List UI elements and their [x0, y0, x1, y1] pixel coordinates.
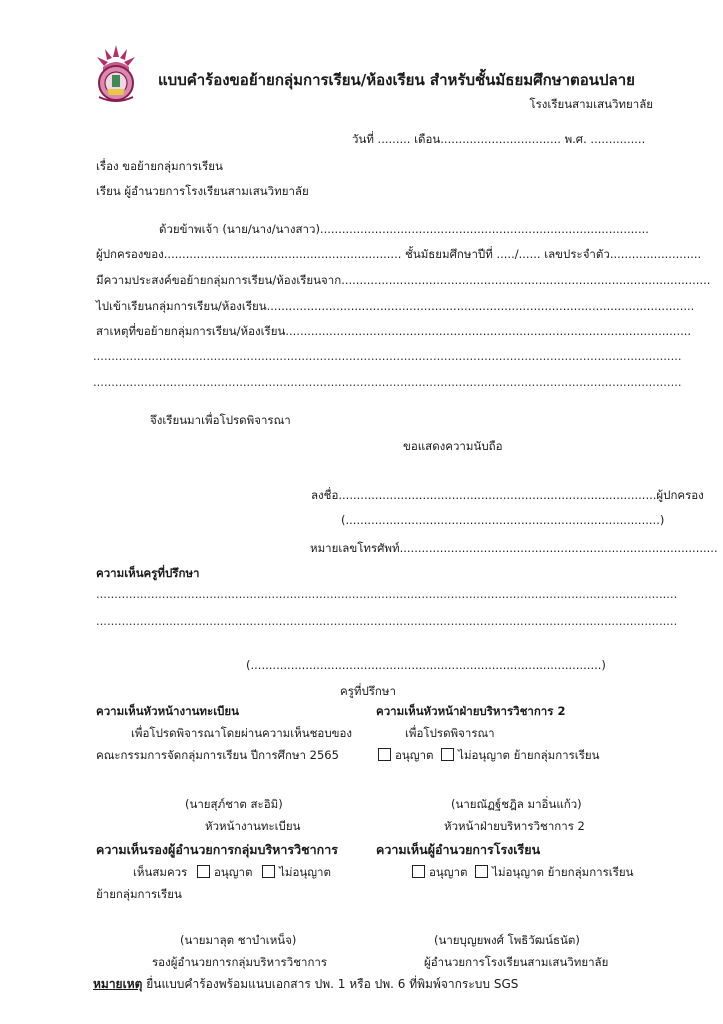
academic-head-text: เพื่อโปรดพิจารณา [405, 726, 495, 740]
respect-text: ขอแสดงความนับถือ [403, 439, 503, 453]
reason-extra-line[interactable]: ................................................................................................................................................................. [93, 375, 682, 389]
deny-label: ไม่อนุญาต ย้ายกลุ่มการเรียน [492, 865, 634, 879]
deputy-name: (นายมาลุต ชาบำเหน็จ) [180, 933, 297, 947]
academic-head-heading: ความเห็นหัวหน้าฝ่ายบริหารวิชาการ 2 [376, 704, 566, 718]
phone-field[interactable]: หมายเลขโทรศัพท์....................................................................................... [310, 541, 718, 555]
advisor-comment-line[interactable]: ............................................................................................................................................................... [96, 614, 678, 628]
registrar-text: เพื่อโปรดพิจารณาโดยผ่านความเห็นชอบของ [131, 726, 353, 740]
footnote [93, 975, 518, 994]
move-to-field[interactable]: ไปเข้าเรียนกลุ่มการเรียน/ห้องเรียน..................................................................................................................... [96, 299, 695, 313]
advisor-heading: ความเห็นครูที่ปรึกษา [96, 566, 200, 580]
approve-checkbox[interactable] [412, 865, 425, 878]
deputy-options [133, 864, 331, 882]
approve-label: อนุญาต [213, 865, 253, 879]
move-from-field[interactable]: มีความประสงค์ขอย้ายกลุ่มการเรียน/ห้องเรียนจาก..................................................................................................... [96, 273, 711, 287]
deny-checkbox[interactable] [262, 865, 275, 878]
director-options [412, 864, 634, 882]
director-name: (นายบุญยพงศ์ โพธิวัฒน์ธนัต) [434, 933, 580, 947]
note-text: ยื่นแบบคำร้องพร้อมแนบเอกสาร ปพ. 1 หรือ ปพ. 6 ที่พิมพ์จากระบบ SGS [142, 977, 519, 991]
registrar-heading: ความเห็นหัวหน้างานทะเบียน [96, 704, 240, 718]
deputy-role: รองผู้อำนวยการกลุ่มบริหารวิชาการ [152, 955, 328, 969]
approve-label: อนุญาต [395, 748, 434, 762]
deny-checkbox[interactable] [475, 865, 488, 878]
guardian-signature-field[interactable]: ลงชื่อ.......................................................................................ผู้ปกครอง [311, 488, 704, 502]
student-info-field[interactable]: ผู้ปกครองของ................................................................. ชั้นมัธยมศึกษาปีที่ ...../...... เลขประจำตัว......................... [96, 247, 702, 261]
deny-checkbox[interactable] [441, 748, 454, 761]
advisor-role: ครูที่ปรึกษา [340, 684, 396, 698]
deputy-text: ย้ายกลุ่มการเรียน [96, 887, 182, 901]
requester-name-field[interactable]: ด้วยข้าพเจ้า (นาย/นาง/นางสาว).......................................................................................... [159, 222, 649, 236]
academic-head-name: (นายณัฏฐ์ชฎิล มาอิ่นแก้ว) [451, 797, 582, 811]
closing-text: จึงเรียนมาเพื่อโปรดพิจารณา [150, 413, 291, 427]
advisor-comment-line[interactable]: ............................................................................................................................................................... [96, 587, 678, 601]
deputy-heading: ความเห็นรองผู้อำนวยการกลุ่มบริหารวิชาการ [96, 842, 338, 857]
school-name: โรงเรียนสามเสนวิทยาลัย [529, 97, 653, 111]
registrar-text: คณะกรรมการจัดกลุ่มการเรียน ปีการศึกษา 2565 [96, 748, 339, 762]
advisor-name-field[interactable]: (................................................................................................) [246, 658, 606, 672]
approve-label: อนุญาต [429, 865, 468, 879]
deputy-text: เห็นสมควร [133, 865, 188, 879]
reason-extra-line[interactable]: ................................................................................................................................................................. [93, 349, 682, 363]
registrar-role: หัวหน้างานทะเบียน [205, 819, 301, 833]
school-emblem-icon [93, 43, 139, 105]
approve-checkbox[interactable] [378, 748, 391, 761]
guardian-name-field[interactable]: (......................................................................................) [341, 513, 665, 527]
reason-field[interactable]: สาเหตุที่ขอย้ายกลุ่มการเรียน/ห้องเรียน............................................................................................................... [96, 324, 692, 338]
date-line[interactable]: วันที่ ......... เดือน................................. พ.ศ. ............... [352, 132, 646, 146]
academic-head-role: หัวหน้าฝ่ายบริหารวิชาการ 2 [444, 819, 585, 833]
note-label: หมายเหตุ [93, 977, 143, 991]
academic-head-options [378, 747, 600, 765]
director-role: ผู้อำนวยการโรงเรียนสามเสนวิทยาลัย [424, 955, 609, 969]
deny-label: ไม่อนุญาต ย้ายกลุ่มการเรียน [458, 748, 600, 762]
subject-line: เรื่อง ขอย้ายกลุ่มการเรียน [96, 159, 223, 173]
to-line: เรียน ผู้อำนวยการโรงเรียนสามเสนวิทยาลัย [96, 184, 309, 198]
director-heading: ความเห็นผู้อำนวยการโรงเรียน [376, 842, 541, 857]
registrar-name: (นายสุภ์ชาต สะอิมิ) [185, 797, 283, 811]
deny-label: ไม่อนุญาต [279, 865, 331, 879]
form-title: แบบคำร้องขอย้ายกลุ่มการเรียน/ห้องเรียน สำหรับชั้นมัธยมศึกษาตอนปลาย [158, 71, 635, 89]
approve-checkbox[interactable] [197, 865, 210, 878]
